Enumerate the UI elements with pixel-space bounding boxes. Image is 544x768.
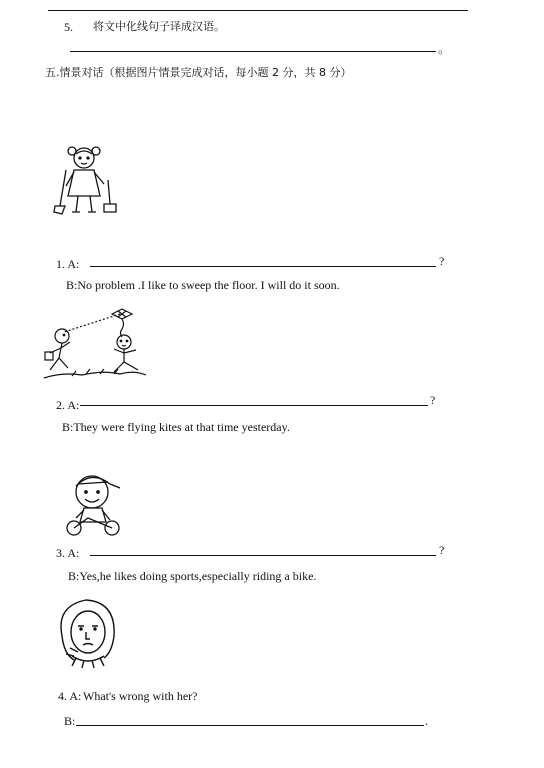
item3-answer: B:Yes,he likes doing sports,especially riding a bike. [68, 569, 317, 583]
q5-number: 5. [64, 20, 73, 34]
item4-question: What's wrong with her? [83, 689, 198, 703]
item2-end-mark: ? [430, 393, 436, 407]
item3-prefix: 3. A: [56, 546, 80, 560]
item3-end-mark: ? [439, 543, 445, 557]
q5-text: 将文中化线句子译成汉语。 [93, 20, 225, 33]
item3-answer-line[interactable] [90, 555, 436, 556]
girl-with-broom-icon [52, 140, 122, 218]
item4-end-mark: . [425, 714, 428, 728]
top-rule [48, 10, 468, 11]
item4-prefix: 4. A: [58, 689, 82, 703]
q5-answer-line[interactable] [70, 51, 436, 52]
section-title: 五.情景对话（根据图片情景完成对话，每小题 2 分，共 8 分） [45, 66, 352, 79]
item4-answer-prefix: B: [64, 714, 76, 728]
q5-end-mark: 。 [438, 42, 451, 56]
children-flying-kite-icon [42, 308, 148, 384]
item1-answer-line[interactable] [90, 266, 436, 267]
item2-answer-line[interactable] [80, 405, 428, 406]
item1-prefix: 1. A: [56, 257, 80, 271]
item1-answer: B:No problem .I like to sweep the floor. I will do it soon. [66, 278, 340, 292]
sick-woman-icon [52, 596, 124, 670]
item2-prefix: 2. A: [56, 398, 80, 412]
item1-end-mark: ? [439, 254, 445, 268]
item2-answer: B:They were flying kites at that time yesterday. [62, 420, 290, 434]
item4-answer-line[interactable] [76, 725, 424, 726]
boy-riding-bike-icon [62, 466, 124, 538]
